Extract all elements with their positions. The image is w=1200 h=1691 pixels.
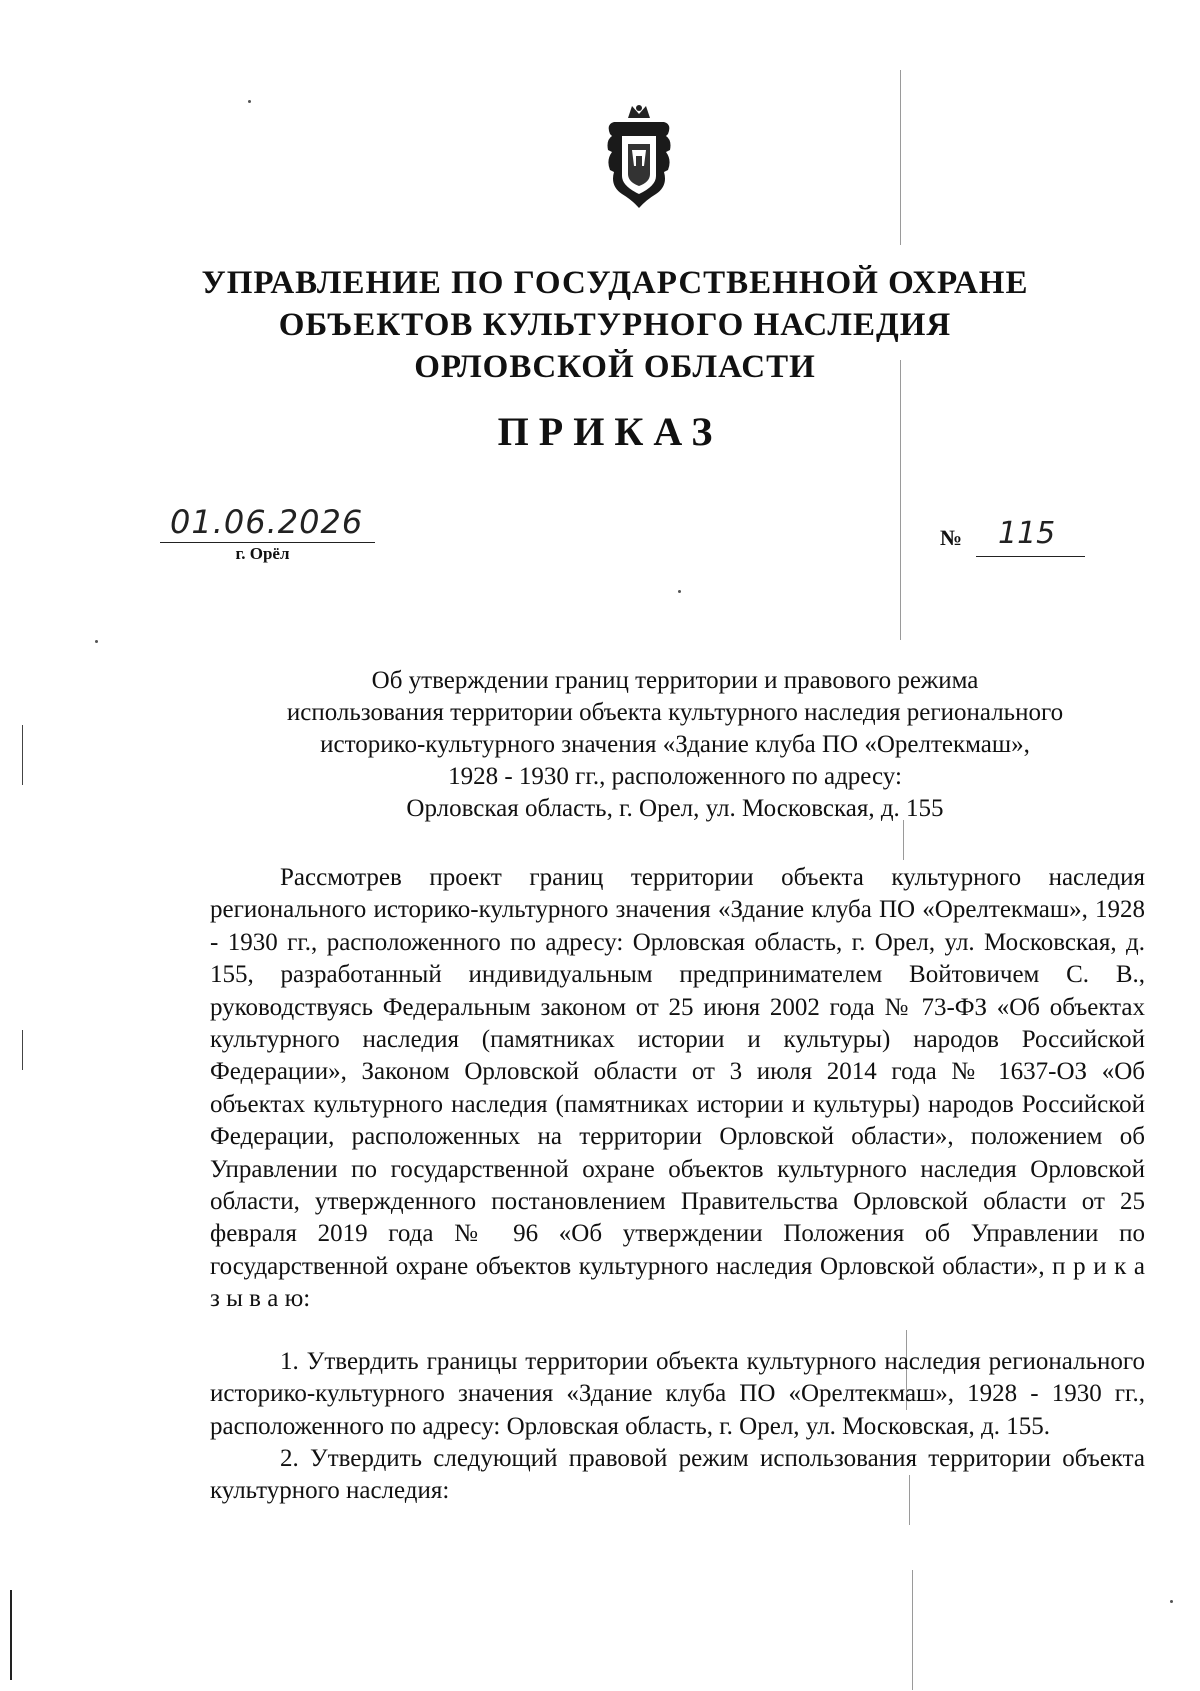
paragraph-gap [210, 1316, 1145, 1346]
scan-artifact [1170, 1600, 1173, 1603]
agency-line: УПРАВЛЕНИЕ ПО ГОСУДАРСТВЕННОЙ ОХРАНЕ [201, 265, 1029, 301]
preamble-paragraph: Рассмотрев проект границ территории объекта культурного наследия регионального историко-культурного значения «Здание клуба ПО «Орелтекмаш», 1928 - 1930 гг., расположенного по адресу: Орловская область, г. Орел, ул. Московская, д. 155, разработанный индивидуальным предпринимателем Войтовичем С. В., руководствуясь Федеральным законом от 25 июня 2002 года № 73-ФЗ «Об объектах культурного наследия (памятниках истории и культуры) народов Российской Федерации», Законом Орловской области от 3 июля 2014 года № 1637-ОЗ «Об объектах культурного наследия (памятниках истории и культуры) народов Российской Федерации, расположенных на территории Орловской области», положением об Управлении по государственной охране объектов культурного наследия Орловской области, утвержденного постановлением Правительства Орловской области от 25 февраля 2019 года № 96 «Об утверждении Положения об Управлении по государственной охране объектов культурного наследия Орловской области», п р и к а з ы в а ю: [210, 864, 1145, 1313]
handwritten-order-number: 115 [998, 516, 1056, 551]
scan-artifact [22, 725, 23, 785]
scan-artifact [912, 1570, 913, 1690]
order-subject [230, 665, 1120, 825]
subject-line: 1928 - 1930 гг., расположенного по адресу: [448, 763, 902, 790]
document-type-label: ПРИКАЗ [497, 409, 723, 454]
document-type-title [0, 408, 1200, 455]
scan-artifact [95, 640, 98, 643]
number-underline [976, 556, 1085, 557]
scan-artifact [22, 1030, 23, 1070]
agency-line: ОРЛОВСКОЙ ОБЛАСТИ [414, 349, 816, 385]
subject-line: Об утверждении границ территории и правового режима [371, 667, 979, 694]
order-body [210, 862, 1145, 1508]
order-item-1: 1. Утвердить границы территории объекта культурного наследия регионального историко-культурного значения «Здание клуба ПО «Орелтекмаш», 1928 - 1930 гг., расположенного по адресу: Орловская область, г. Орел, ул. Московская, д. 155. [210, 1347, 1145, 1440]
orel-oblast-coat-of-arms-icon [600, 100, 678, 210]
agency-line: ОБЪЕКТОВ КУЛЬТУРНОГО НАСЛЕДИЯ [278, 307, 952, 343]
scan-artifact [900, 70, 901, 245]
number-sign: № [940, 525, 963, 550]
agency-name [0, 262, 1200, 388]
subject-line: историко-культурного значения «Здание клуба ПО «Орелтекмаш», [320, 731, 1030, 758]
order-number-block [940, 516, 1085, 558]
scan-artifact [903, 820, 904, 860]
scan-artifact [10, 1590, 12, 1680]
handwritten-date: 01.06.2026 [170, 503, 364, 541]
date-block [160, 502, 375, 564]
city-label: г. Орёл [235, 544, 290, 563]
subject-line: Орловская область, г. Орел, ул. Московская, д. 155 [406, 795, 944, 822]
scan-artifact [248, 100, 251, 103]
order-item-2: 2. Утвердить следующий правовой режим использования территории объекта культурного наследия: [210, 1444, 1145, 1505]
scan-artifact [678, 590, 681, 593]
subject-line: использования территории объекта культурного наследия регионального [286, 699, 1064, 726]
scan-artifact [900, 360, 901, 640]
date-underline [160, 542, 375, 543]
